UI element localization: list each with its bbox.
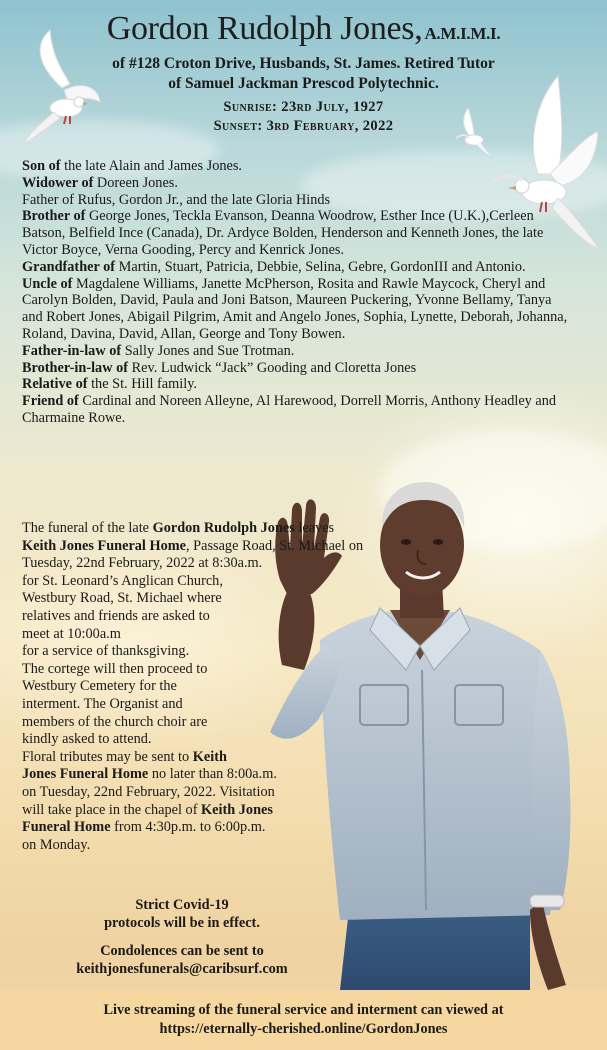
relative-entry xyxy=(22,208,570,258)
relation-text: Magdalene Williams, Janette McPherson, Rosita and Rawle Maycock, Cheryl and Carolyn Bolden, David, Paula and Joni Batson, Maureen Puckering, Yvonne Bellamy, Tanya and Robert Jones, Abigail Pilgrim, Amit and Angelo Jones, Sophia, Lynette, Deborah, Johanna, Roland, Davina, David, Allan, George and Tony Bowen. xyxy=(22,275,568,342)
relation-text: George Jones, Teckla Evanson, Deanna Woodrow, Esther Ince (U.K.),Cerleen Batson, Belfield Ince (Canada), Dr. Ardyce Bolden, Henderson and Kenneth Jones, the late Victor Boyce, Verna Gooding, Percy and Kenrick Jones. xyxy=(22,208,544,258)
funeral-text: will take place in the chapel of xyxy=(22,801,202,818)
covid-line: protocols will be in effect. xyxy=(104,915,260,931)
funeral-paragraph xyxy=(22,520,392,573)
relation-label: Relative of xyxy=(22,376,88,393)
funeral-line: meet at 10:00a.m xyxy=(22,625,121,642)
deceased-name xyxy=(0,10,607,48)
relative-entry xyxy=(22,192,570,209)
deceased-name-text: Gordon Rudolph Jones, xyxy=(106,10,423,47)
relation-label: Friend of xyxy=(22,393,79,410)
address-line: of #128 Croton Drive, Husbands, St. James. Retired Tutor xyxy=(112,55,495,72)
relatives-list xyxy=(22,158,570,427)
relation-text: Father of Rufus, Gordon Jr., and the late Gloria Hinds xyxy=(22,191,331,208)
relative-entry xyxy=(22,158,570,175)
relation-label: Uncle of xyxy=(22,275,73,292)
deceased-name-bold: Gordon Rudolph Jones xyxy=(152,520,295,536)
funeral-line: interment. The Organist and xyxy=(22,695,183,712)
relative-entry xyxy=(22,175,570,192)
relative-entry xyxy=(22,276,570,343)
funeral-line: Westbury Cemetery for the xyxy=(22,678,177,695)
condolences-notice xyxy=(22,942,342,978)
relation-label: Son of xyxy=(22,158,61,174)
funeral-line: kindly asked to attend. xyxy=(22,731,152,748)
relation-text: Doreen Jones. xyxy=(93,174,178,191)
relation-label: Widower of xyxy=(22,174,94,191)
livestream-banner xyxy=(0,991,607,1050)
relative-entry xyxy=(22,393,570,427)
funeral-text: The funeral of the late xyxy=(22,520,153,536)
relation-label: Father-in-law of xyxy=(22,342,122,359)
funeral-text: on Monday. xyxy=(22,836,91,853)
relation-text: the late Alain and James Jones. xyxy=(60,158,242,174)
relation-label: Grandfather of xyxy=(22,258,116,275)
funeral-line: Westbury Road, St. Michael where xyxy=(22,590,222,607)
relative-entry xyxy=(22,360,570,377)
address-block xyxy=(0,54,607,94)
covid-notice xyxy=(22,896,342,932)
relation-label: Brother of xyxy=(22,208,86,225)
funeral-text: from 4:30p.m. to 6:00p.m. xyxy=(110,819,266,836)
relation-text: Cardinal and Noreen Alleyne, Al Harewood, Dorrell Morris, Anthony Headley and Charmaine Rowe. xyxy=(22,393,557,426)
funeral-text: no later than 8:00a.m. xyxy=(148,766,277,783)
relative-entry xyxy=(22,259,570,276)
funeral-text: leaves xyxy=(294,520,335,536)
condolences-line: Condolences can be sent to xyxy=(100,943,264,959)
relation-text: Rev. Ludwick “Jack” Gooding and Cloretta Jones xyxy=(128,359,417,376)
relation-text: the St. Hill family. xyxy=(87,376,197,393)
funeral-line: for a service of thanksgiving. xyxy=(22,643,190,660)
floral-tributes xyxy=(22,749,392,855)
funeral-line: relatives and friends are asked to xyxy=(22,607,210,624)
relation-label: Brother-in-law of xyxy=(22,359,129,376)
relative-entry xyxy=(22,343,570,360)
funeral-home-name: Funeral Home xyxy=(22,819,111,836)
funeral-line: members of the church choir are xyxy=(22,713,208,730)
funeral-home-name: Keith Jones xyxy=(201,801,273,818)
sunrise-date: Sunrise: 23rd July, 1927 xyxy=(223,99,384,115)
relation-text: Sally Jones and Sue Trotman. xyxy=(121,342,295,359)
funeral-line: The cortege will then proceed to xyxy=(22,660,208,677)
funeral-home-name: Keith Jones Funeral Home xyxy=(22,537,187,554)
address-line: of Samuel Jackman Prescod Polytechnic. xyxy=(168,75,439,92)
header xyxy=(0,10,607,136)
sunset-date: Sunset: 3rd February, 2022 xyxy=(213,118,394,134)
funeral-text: , Passage Road, St. Michael on Tuesday, 22nd February, 2022 at 8:30a.m. xyxy=(22,537,364,572)
covid-line: Strict Covid-19 xyxy=(135,897,229,913)
livestream-link[interactable]: https://eternally-cherished.online/GordonJones xyxy=(159,1021,448,1037)
relation-text: Martin, Stuart, Patricia, Debbie, Selina, Gebre, GordonIII and Antonio. xyxy=(115,258,526,275)
funeral-details xyxy=(22,520,392,854)
funeral-text: Floral tributes may be sent to xyxy=(22,748,193,765)
funeral-text: on Tuesday, 22nd February, 2022. Visitation xyxy=(22,783,275,800)
funeral-home-name: Jones Funeral Home xyxy=(22,766,149,783)
livestream-text: Live streaming of the funeral service and interment can viewed at xyxy=(103,1002,504,1018)
relative-entry xyxy=(22,376,570,393)
funeral-line: for St. Leonard’s Anglican Church, xyxy=(22,572,223,589)
funeral-home-name: Keith xyxy=(192,748,227,765)
name-suffix: A.M.I.M.I. xyxy=(424,24,501,43)
condolences-email[interactable]: keithjonesfunerals@caribsurf.com xyxy=(76,961,288,977)
dates-block xyxy=(0,98,607,136)
